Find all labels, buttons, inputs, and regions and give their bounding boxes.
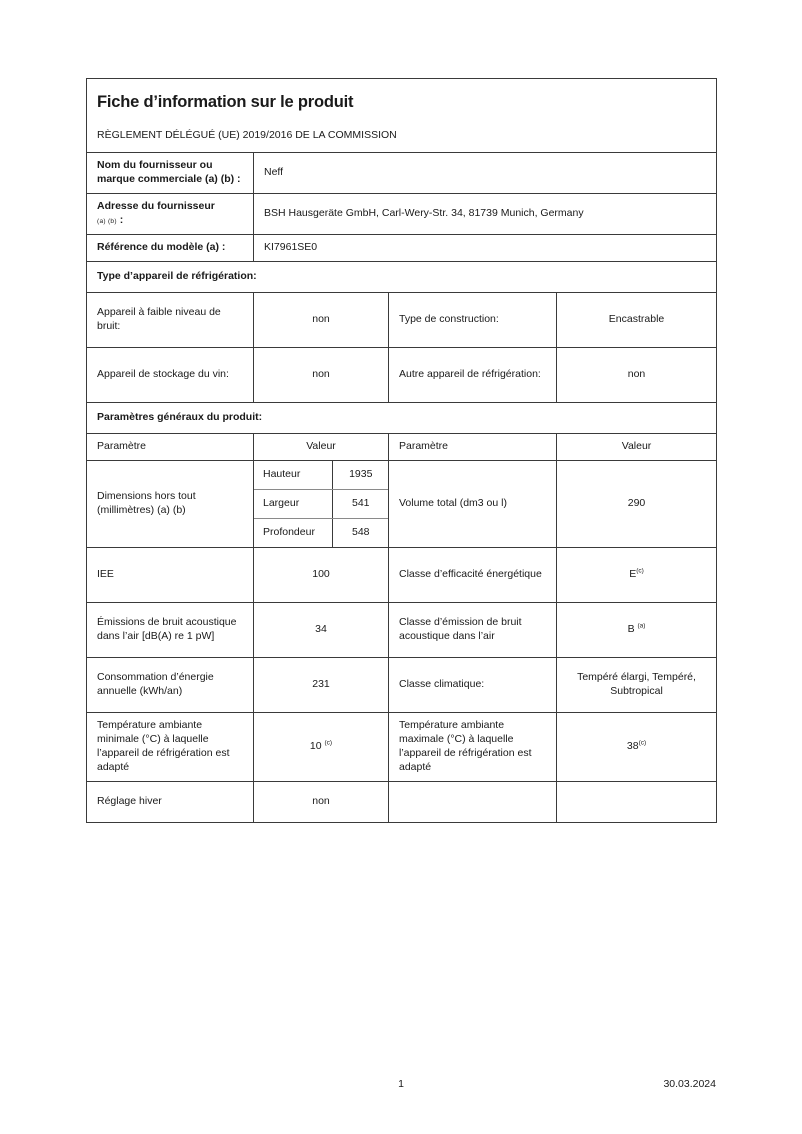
- max-ambient-temperature-footnote: (c): [638, 739, 647, 747]
- climate-class-label: Classe climatique:: [389, 657, 557, 712]
- noise-emission-class-footnote: (a): [637, 622, 646, 630]
- energy-efficiency-class-letter: E: [629, 567, 637, 580]
- min-ambient-temperature-number: 10: [309, 739, 322, 752]
- energy-efficiency-class-value: [557, 547, 717, 602]
- wine-storage-value: non: [254, 348, 389, 403]
- total-volume-label: Volume total (dm3 ou l): [389, 461, 557, 548]
- noise-emission-class-label: Classe d’émission de bruit acoustique dans l’air: [389, 602, 557, 657]
- column-header-parameter-left: Paramètre: [87, 434, 254, 461]
- climate-class-value: Tempéré élargi, Tempéré, Subtropical: [557, 657, 717, 712]
- table-row: [87, 602, 717, 657]
- construction-type-value: Encastrable: [557, 293, 717, 348]
- energy-efficiency-class-footnote: (c): [636, 567, 644, 575]
- dimension-depth-label: Profondeur: [254, 518, 332, 546]
- general-parameters-heading-row: [87, 403, 717, 434]
- model-reference-value: KI7961SE0: [254, 235, 717, 262]
- supplier-address-label-main: Adresse du fournisseur: [97, 200, 215, 213]
- table-row: [87, 547, 717, 602]
- dimension-depth-value: 548: [332, 518, 389, 546]
- column-header-value-right: Valeur: [557, 434, 717, 461]
- wine-storage-label: Appareil de stockage du vin:: [87, 348, 254, 403]
- appliance-type-heading-row: [87, 262, 717, 293]
- min-ambient-temperature-value: [254, 712, 389, 781]
- other-refrigerating-appliance-value: non: [557, 348, 717, 403]
- footer-page-number: 1: [398, 1078, 404, 1090]
- table-row: [87, 712, 717, 781]
- dimensions-row: [87, 461, 717, 548]
- supplier-address-value: BSH Hausgeräte GmbH, Carl-Wery-Str. 34, 81739 Munich, Germany: [254, 194, 717, 235]
- dimension-item: [254, 490, 389, 519]
- dimension-width-label: Largeur: [254, 490, 332, 519]
- dimensions-subtable-cell: [254, 461, 389, 548]
- noise-emission-value: 34: [254, 602, 389, 657]
- noise-emission-label: Émissions de bruit acoustique dans l’air [dB(A) re 1 pW]: [87, 602, 254, 657]
- low-noise-label: Appareil à faible niveau de bruit:: [87, 293, 254, 348]
- model-reference-row: [87, 235, 717, 262]
- model-reference-label: Référence du modèle (a) :: [87, 235, 254, 262]
- supplier-address-label-colon: :: [119, 214, 124, 227]
- title-row: [87, 79, 717, 153]
- general-parameters-heading: Paramètres généraux du produit:: [87, 403, 717, 434]
- supplier-name-label: Nom du fournisseur ou marque commerciale (a) (b) :: [87, 153, 254, 194]
- title-cell: [87, 79, 717, 153]
- dimensions-label: Dimensions hors tout (millimètres) (a) (b): [87, 461, 254, 548]
- total-volume-value: 290: [557, 461, 717, 548]
- column-header-value-left: Valeur: [254, 434, 389, 461]
- energy-efficiency-class-label: Classe d’efficacité énergétique: [389, 547, 557, 602]
- dimension-height-label: Hauteur: [254, 461, 332, 489]
- dimension-height-value: 1935: [332, 461, 389, 489]
- supplier-address-label: [87, 194, 254, 235]
- appliance-type-heading: Type d’appareil de réfrigération:: [87, 262, 717, 293]
- table-row: [87, 293, 717, 348]
- product-fiche-table: [86, 78, 717, 823]
- page-title: Fiche d’information sur le produit: [97, 93, 354, 111]
- table-row: [87, 348, 717, 403]
- table-row: [87, 657, 717, 712]
- max-ambient-temperature-number: 38: [626, 739, 639, 752]
- supplier-name-row: [87, 153, 717, 194]
- construction-type-label: Type de construction:: [389, 293, 557, 348]
- noise-emission-class-letter: B: [627, 622, 635, 635]
- winter-setting-label: Réglage hiver: [87, 781, 254, 822]
- column-header-parameter-right: Paramètre: [389, 434, 557, 461]
- annual-energy-consumption-label: Consommation d’énergie annuelle (kWh/an): [87, 657, 254, 712]
- low-noise-value: non: [254, 293, 389, 348]
- column-header-row: [87, 434, 717, 461]
- regulation-subtitle: RÈGLEMENT DÉLÉGUÉ (UE) 2019/2016 DE LA COMMISSION: [97, 128, 397, 141]
- dimension-item: [254, 461, 389, 489]
- max-ambient-temperature-value: [557, 712, 717, 781]
- min-ambient-temperature-footnote: (c): [324, 739, 333, 747]
- other-refrigerating-appliance-label: Autre appareil de réfrigération:: [389, 348, 557, 403]
- table-row: [87, 781, 717, 822]
- min-ambient-temperature-label: Température ambiante minimale (°C) à laquelle l’appareil de réfrigération est adapté: [87, 712, 254, 781]
- footer-date: 30.03.2024: [663, 1078, 716, 1090]
- dimension-width-value: 541: [332, 490, 389, 519]
- winter-setting-empty-label: [389, 781, 557, 822]
- fiche-table-container: [86, 78, 716, 823]
- supplier-address-row: [87, 194, 717, 235]
- winter-setting-empty-value: [557, 781, 717, 822]
- iee-value: 100: [254, 547, 389, 602]
- winter-setting-value: non: [254, 781, 389, 822]
- noise-emission-class-value: [557, 602, 717, 657]
- annual-energy-consumption-value: 231: [254, 657, 389, 712]
- max-ambient-temperature-label: Température ambiante maximale (°C) à laquelle l’appareil de réfrigération est adapté: [389, 712, 557, 781]
- dimension-item: [254, 518, 389, 546]
- iee-label: IEE: [87, 547, 254, 602]
- supplier-name-value: Neff: [254, 153, 717, 194]
- dimensions-subtable: [254, 461, 389, 547]
- supplier-address-label-marks: (a) (b): [97, 218, 117, 226]
